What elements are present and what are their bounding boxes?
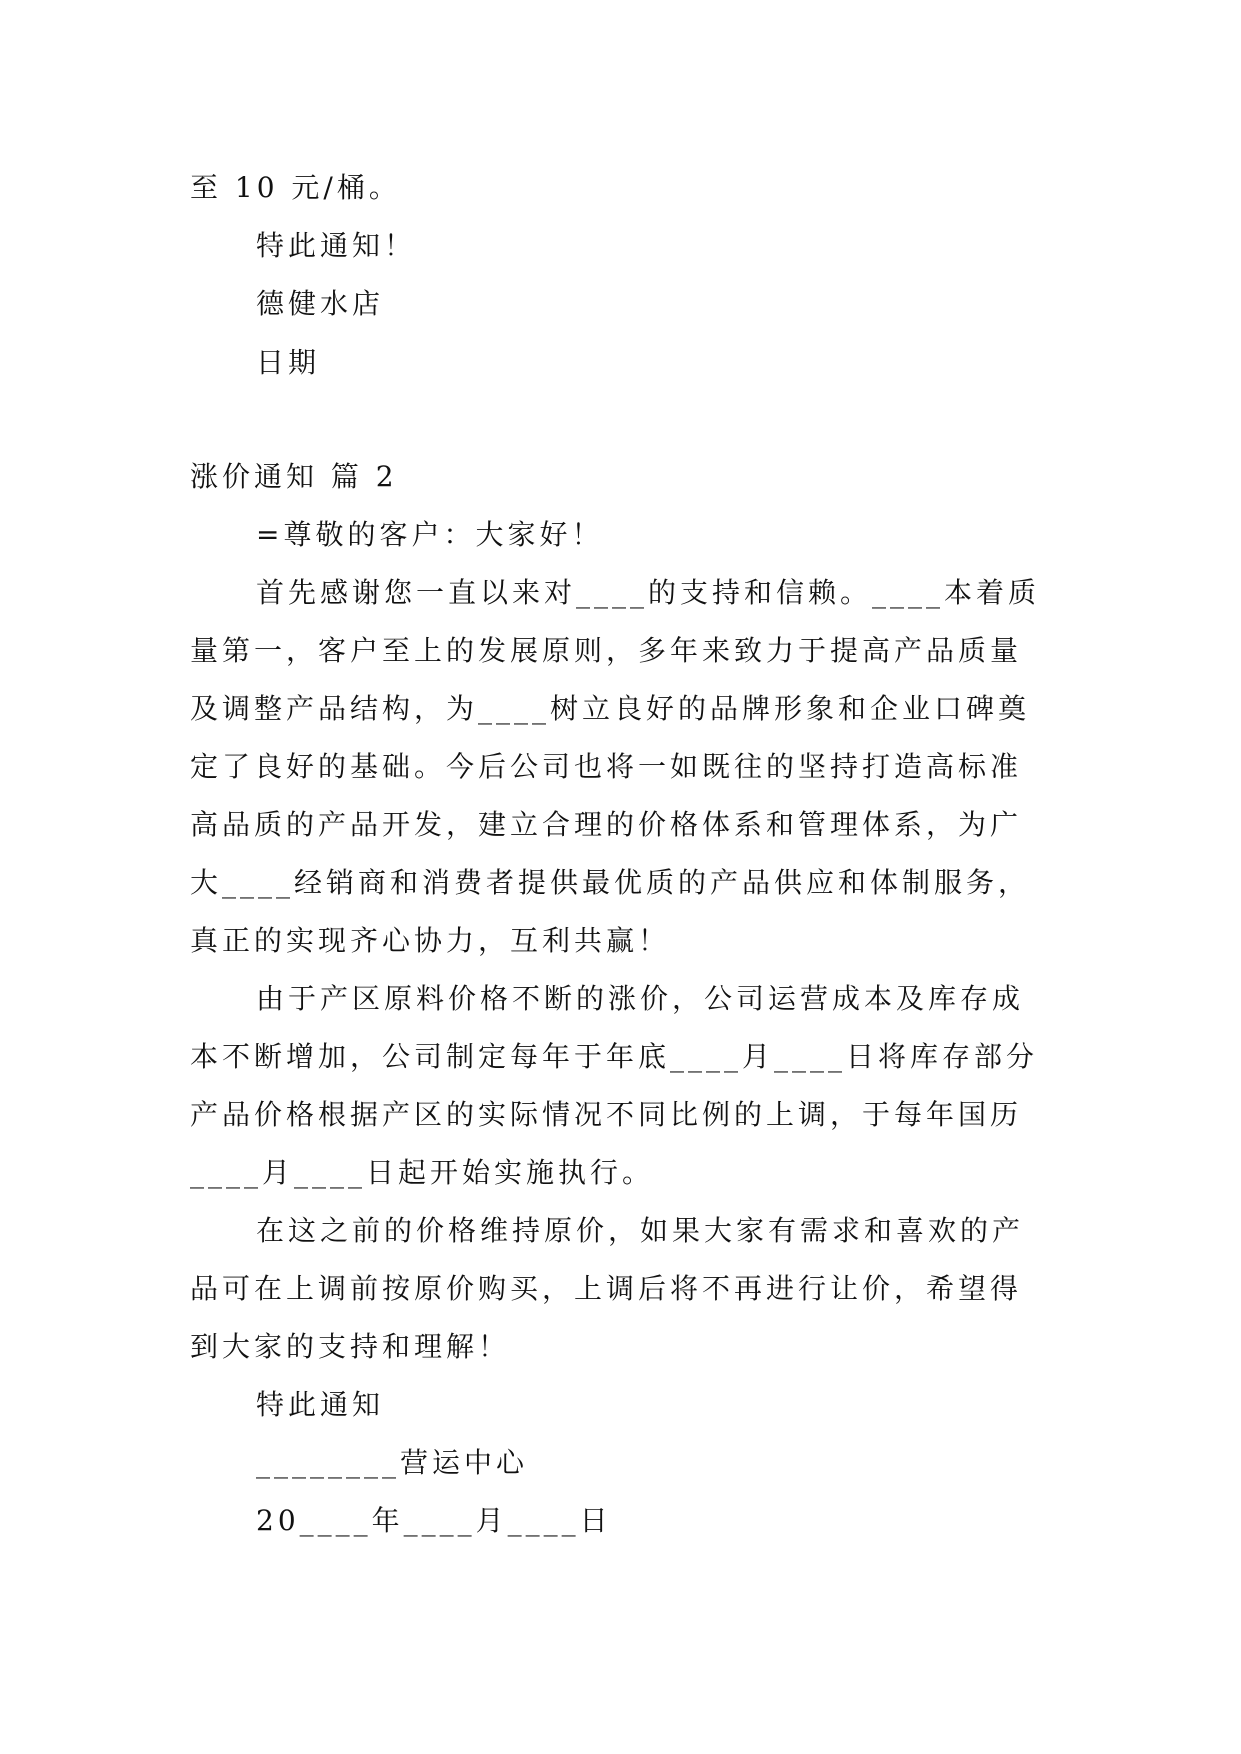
paragraph-line: 高品质的产品开发，建立合理的价格体系和管理体系，为广: [190, 808, 1023, 841]
paragraph-line: 到大家的支持和理解！: [190, 1330, 511, 1363]
signature-date: 日期: [256, 346, 321, 379]
signature-date-blank: 20____年____月____日: [256, 1504, 612, 1537]
paragraph-line: 产品价格根据产区的实际情况不同比例的上调，于每年国历: [190, 1098, 1023, 1131]
paragraph-line: 本不断增加，公司制定每年于年底____月____日将库存部分: [190, 1040, 1039, 1073]
paragraph-line: 首先感谢您一直以来对____的支持和信赖。____本着质: [256, 576, 1041, 609]
price-line: 至 10 元/桶。: [190, 171, 401, 204]
signature-center: ________营运中心: [256, 1446, 529, 1479]
paragraph-line: 大____经销商和消费者提供最优质的产品供应和体制服务，: [190, 866, 1031, 899]
paragraph-line: 定了良好的基础。今后公司也将一如既往的坚持打造高标准: [190, 750, 1023, 783]
notice-closing-2: 特此通知: [256, 1388, 385, 1421]
paragraph-line: 及调整产品结构，为____树立良好的品牌形象和企业口碑奠: [190, 692, 1031, 725]
paragraph-line: ____月____日起开始实施执行。: [190, 1156, 655, 1189]
notice-closing-1: 特此通知！: [256, 229, 417, 262]
paragraph-line: 真正的实现齐心协力，互利共赢！: [190, 924, 671, 957]
paragraph-line: 量第一，客户至上的发展原则，多年来致力于提高产品质量: [190, 634, 1023, 667]
section-heading: 涨价通知 篇 2: [190, 460, 398, 493]
signature-shop: 德健水店: [256, 287, 385, 320]
salutation: =尊敬的客户：大家好！: [256, 518, 604, 551]
paragraph-line: 由于产区原料价格不断的涨价，公司运营成本及库存成: [256, 982, 1025, 1015]
paragraph-line: 品可在上调前按原价购买，上调后将不再进行让价，希望得: [190, 1272, 1023, 1305]
paragraph-line: 在这之前的价格维持原价，如果大家有需求和喜欢的产: [256, 1214, 1025, 1247]
